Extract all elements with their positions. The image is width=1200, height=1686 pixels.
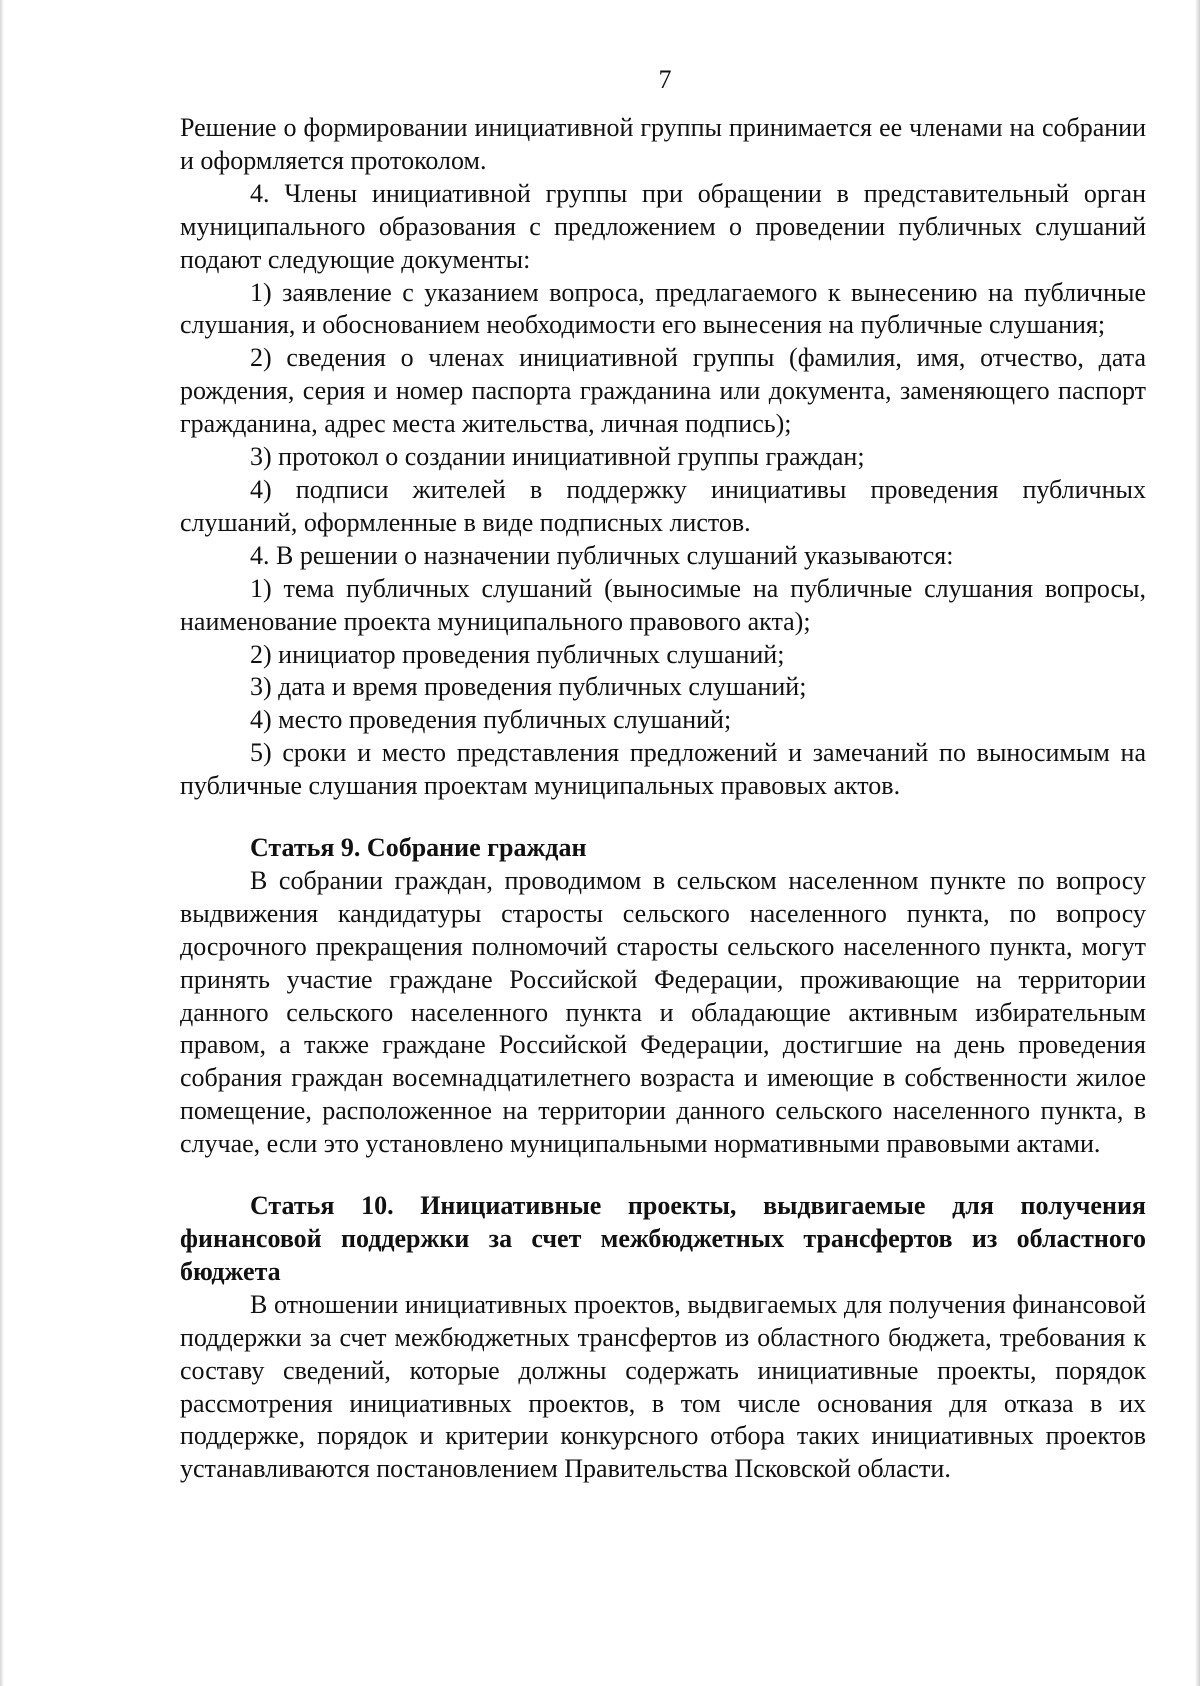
list-item-application: 1) заявление с указанием вопроса, предлагаемого к вынесению на публичные слушания, и обоснованием необходимости его вынесения на публичные слушания; xyxy=(180,277,1146,340)
section-spacer xyxy=(180,803,1146,832)
list-item-initiator: 2) инициатор проведения публичных слушаний; xyxy=(250,639,785,669)
article-10-text: В отношении инициативных проектов, выдвигаемых для получения финансовой поддержки за счет межбюджетных трансфертов из областного бюджета, требования к составу сведений, которые должны содержать инициативные проекты, порядок рассмотрения инициативных проектов, в том числе основания для отказа в их поддержке, порядок и критерии конкурсного отбора таких инициативных проектов устанавливаются постановлением Правительства Псковской области. xyxy=(180,1289,1146,1484)
scan-edge-left xyxy=(0,0,4,1686)
list-item-date-time: 3) дата и время проведения публичных слушаний; xyxy=(250,672,807,702)
scan-edge-right xyxy=(1195,0,1200,1686)
list-item-protocol: 3) протокол о создании инициативной группы граждан; xyxy=(250,442,865,472)
section-spacer xyxy=(180,1161,1146,1190)
list-item-signatures: 4) подписи жителей в поддержку инициативы проведения публичных слушаний, оформленные в виде подписных листов. xyxy=(180,474,1146,537)
article-10-heading: Статья 10. Инициативные проекты, выдвигаемые для получения финансовой поддержки за счет межбюджетных трансфертов из областного бюджета xyxy=(180,1191,1146,1286)
article-9-heading: Статья 9. Собрание граждан xyxy=(250,833,587,863)
paragraph-initiative-group-documents: 4. Члены инициативной группы при обращении в представительный орган муниципального образования с предложением о проведении публичных слушаний подают следующие документы: xyxy=(180,178,1146,274)
article-9-text: В собрании граждан, проводимом в сельском населенном пункте по вопросу выдвижения кандидатуры старосты сельского населенного пункта, по вопросу досрочного прекращения полномочий старосты сельского населенного пункта, могут принять участие граждане Российской Федерации, проживающие на территории данного сельского населенного пункта и обладающие активным избирательным правом, а также граждане Российской Федерации, достигшие на день проведения собрания граждан восемнадцатилетнего возраста и имеющие в собственности жилое помещение, расположенное на территории данного сельского населенного пункта, в случае, если это установлено муниципальными нормативными правовыми актами. xyxy=(180,865,1146,1159)
list-item-deadlines: 5) сроки и место представления предложений и замечаний по выносимым на публичные слушания проектам муниципальных правовых актов. xyxy=(180,738,1146,801)
list-item-topic: 1) тема публичных слушаний (выносимые на публичные слушания вопросы, наименование проекта муниципального правового акта); xyxy=(180,573,1146,636)
paragraph-decision-protocol: Решение о формировании инициативной группы принимается ее членами на собрании и оформляется протоколом. xyxy=(180,113,1146,175)
list-item-members-info: 2) сведения о членах инициативной группы (фамилия, имя, отчество, дата рождения, серия и номер паспорта гражданина или документа, заменяющего паспорт гражданина, адрес места жительства, личная подпись); xyxy=(180,343,1146,439)
paragraph-hearing-decision: 4. В решении о назначении публичных слушаний указываются: xyxy=(250,540,954,570)
page-number: 7 xyxy=(658,65,672,94)
document-body xyxy=(180,112,1146,1486)
list-item-place: 4) место проведения публичных слушаний; xyxy=(250,705,732,735)
